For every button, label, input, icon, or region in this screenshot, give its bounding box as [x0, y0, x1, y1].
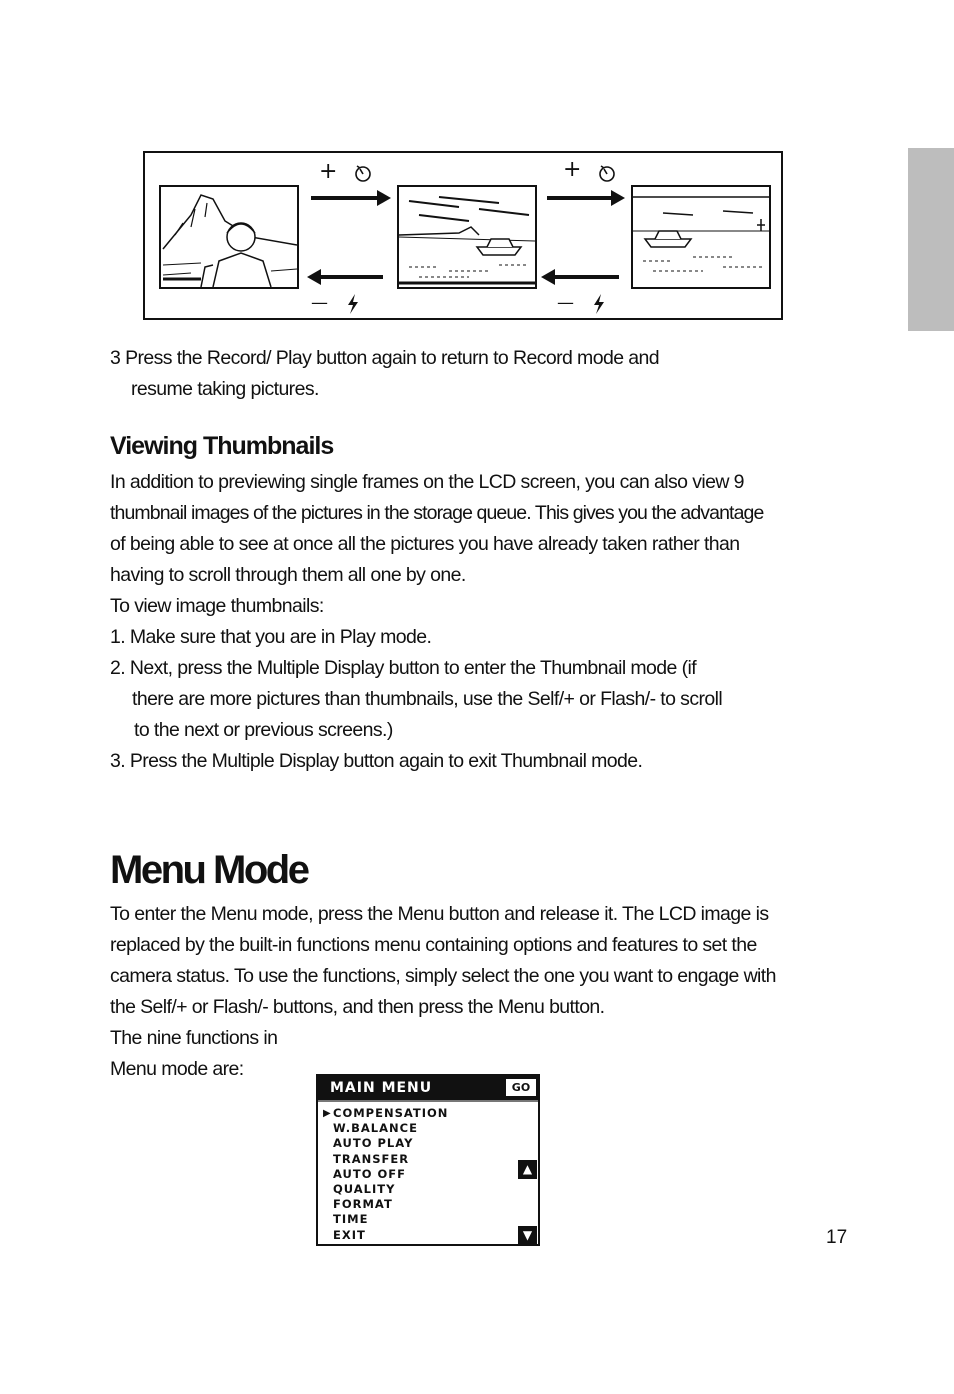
menu-item-format: FORMAT — [333, 1197, 393, 1212]
step-3: 3. Press the Multiple Display button again to exit Thumbnail mode. — [110, 750, 643, 772]
nine-functions-line-2: Menu mode are: — [110, 1058, 244, 1080]
step-2-line-1: 2. Next, press the Multiple Display button to enter the Thumbnail mode (if — [110, 657, 697, 679]
menu-item-list — [333, 1106, 448, 1243]
menu-item-transfer: TRANSFER — [333, 1151, 410, 1166]
menu-item-quality: QUALITY — [333, 1181, 396, 1196]
lcd-main-menu — [316, 1074, 540, 1246]
section-heading-menu-mode: Menu Mode — [110, 848, 308, 892]
zoom-out-arrow-1 — [319, 275, 383, 279]
photo-frame-wide — [159, 185, 299, 289]
section-heading-thumbnails: Viewing Thumbnails — [110, 432, 334, 460]
menu-item-compensation: COMPENSATION — [333, 1106, 449, 1120]
scroll-down-icon: ▼ — [518, 1226, 537, 1245]
photo-frame-zoomed — [631, 185, 771, 289]
paragraph-line: the Self/+ or Flash/- buttons, and then press the Menu button. — [110, 996, 605, 1018]
minus-symbol: — — [311, 293, 328, 313]
menu-item-exit: EXIT — [333, 1227, 366, 1242]
menu-item-auto-off: AUTO OFF — [333, 1166, 406, 1181]
menu-item-white-balance: W.BALANCE — [333, 1121, 418, 1136]
menu-title: MAIN MENU — [330, 1080, 433, 1096]
plus-symbol: + — [563, 157, 582, 182]
photo-frame-mid — [397, 185, 537, 289]
minus-symbol: — — [557, 293, 574, 313]
zoom-in-arrow-2 — [547, 196, 613, 200]
page-number: 17 — [826, 1227, 848, 1248]
self-timer-icon — [353, 163, 373, 183]
scroll-up-icon: ▲ — [518, 1160, 537, 1179]
plus-symbol: + — [319, 159, 338, 184]
section-tab — [908, 148, 954, 331]
paragraph-line: of being able to see at once all the pictures you have already taken rather than — [110, 533, 740, 555]
paragraph-line: In addition to previewing single frames on the LCD screen, you can also view 9 — [110, 471, 744, 493]
paragraph-line: camera status. To use the functions, simply select the one you want to engage with — [110, 965, 776, 987]
flash-icon — [591, 293, 607, 315]
instructions-intro: To view image thumbnails: — [110, 595, 324, 617]
zoom-in-arrow-1 — [311, 196, 379, 200]
zoom-illustration — [143, 151, 783, 320]
step-2-line-2: there are more pictures than thumbnails, use the Self/+ or Flash/- to scroll — [132, 688, 723, 710]
zoom-out-arrow-2 — [553, 275, 619, 279]
record-step-line-1: 3 Press the Record/ Play button again to return to Record mode and — [110, 347, 659, 369]
nine-functions-line-1: The nine functions in — [110, 1027, 278, 1049]
step-1: 1. Make sure that you are in Play mode. — [110, 626, 432, 648]
self-timer-icon — [597, 163, 617, 183]
menu-item-auto-play: AUTO PLAY — [333, 1136, 414, 1151]
record-step-line-2: resume taking pictures. — [131, 378, 319, 400]
menu-item-time: TIME — [333, 1212, 369, 1227]
step-2-line-3: to the next or previous screens.) — [134, 719, 393, 741]
selection-caret-icon: ▶ — [323, 1108, 331, 1119]
paragraph-line: thumbnail images of the pictures in the storage queue. This gives you the advantage — [110, 502, 764, 524]
menu-header — [318, 1076, 538, 1102]
flash-icon — [345, 293, 361, 315]
paragraph-line: having to scroll through them all one by one. — [110, 564, 466, 586]
go-label: GO — [506, 1079, 536, 1096]
paragraph-line: replaced by the built-in functions menu containing options and features to set the — [110, 934, 757, 956]
paragraph-line: To enter the Menu mode, press the Menu button and release it. The LCD image is — [110, 903, 769, 925]
